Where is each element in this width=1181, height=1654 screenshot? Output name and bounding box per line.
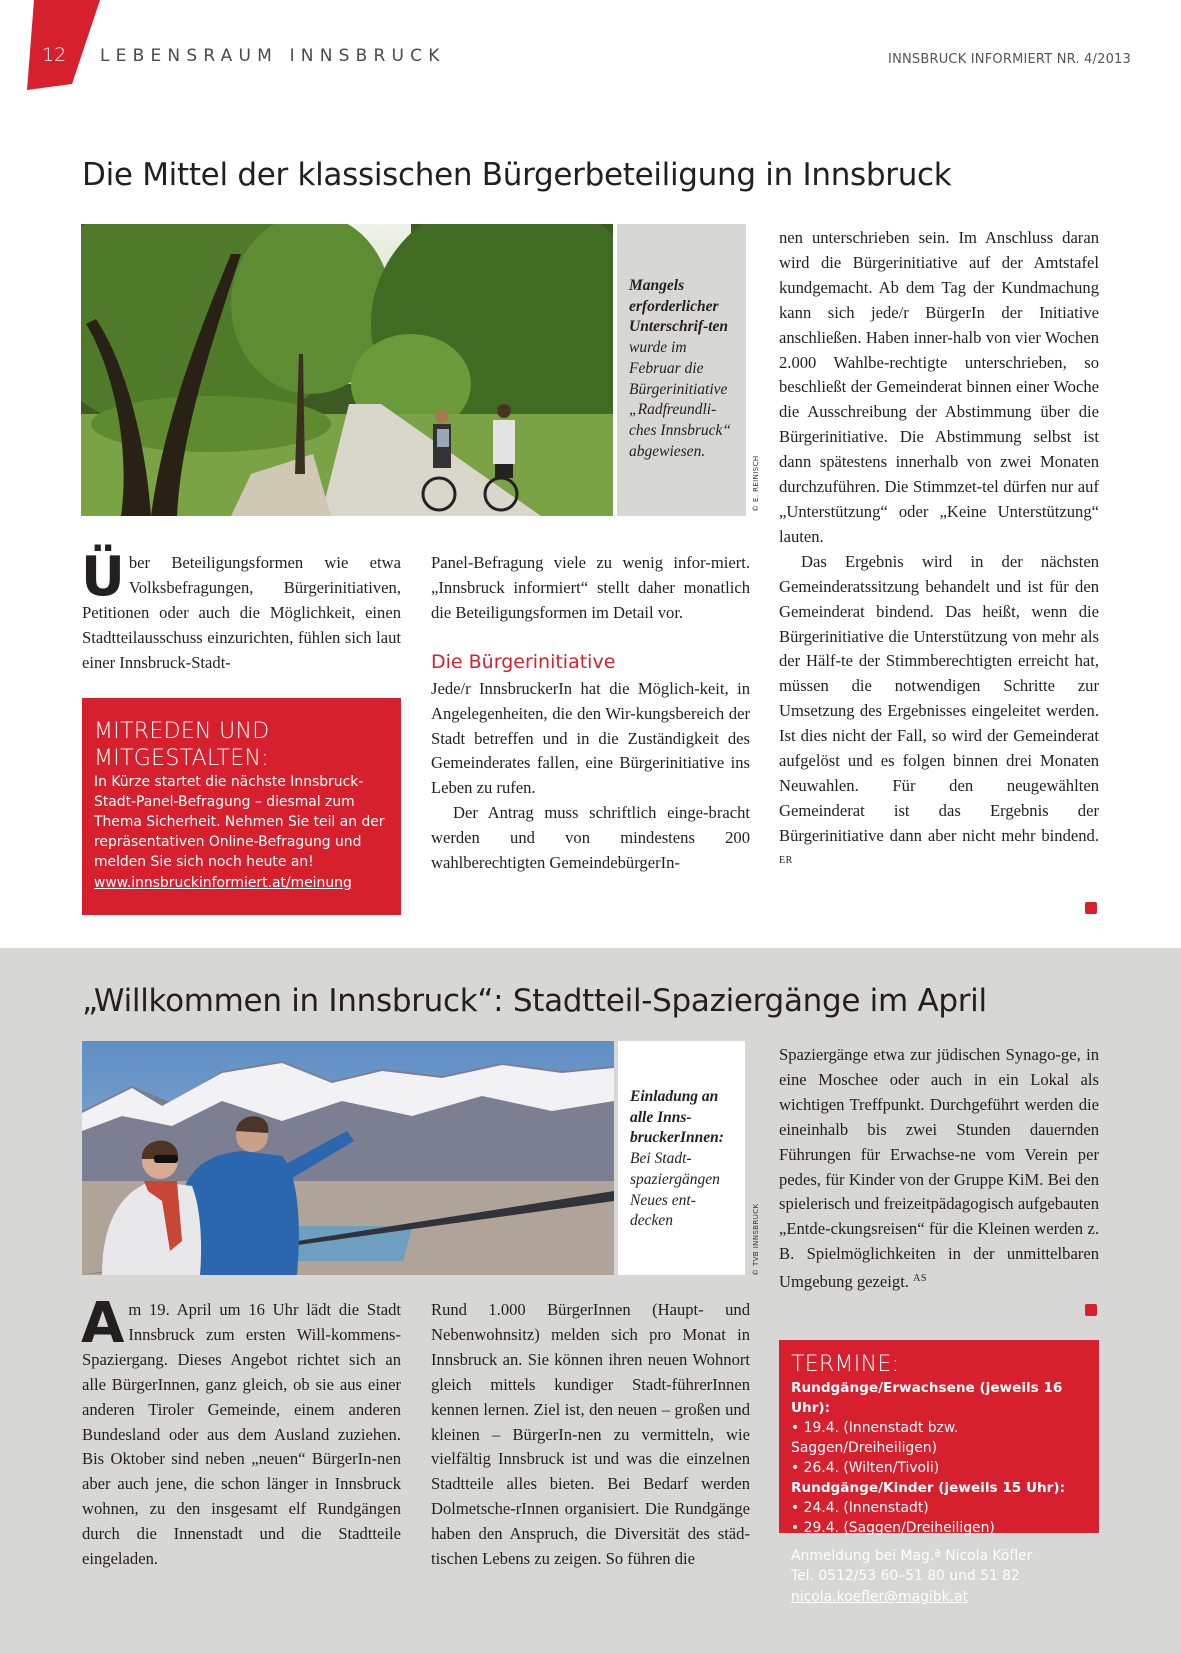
article-title: „Willkommen in Innsbruck“: Stadtteil-Spaziergänge im April [82,983,987,1019]
end-mark-icon [1085,902,1097,914]
dropcap: A [81,1291,125,1356]
photo-couple [82,1041,614,1275]
infobox-body: In Kürze startet die nächste Innsbruck-Stadt-Panel-Befragung – diesmal zum Thema Sicherheit. Nehmen Sie teil an der repräsentativen Online-Befragung und melden Sie sich noch heute an! [94,774,385,870]
termine-item: • 29.4. (Saggen/Dreiheiligen) [791,1520,995,1536]
caption-text: Bei Stadt-spaziergängen Neues ent-decken [630,1150,720,1230]
cyclists-park-photo-icon [81,224,613,516]
termine-item: • 26.4. (Wilten/Tivoli) [791,1460,940,1476]
author-initials: ER [779,854,793,866]
termine-item: • 24.4. (Innenstadt) [791,1500,929,1516]
infobox-termine [779,1340,1099,1605]
article1-column2 [431,551,750,876]
body-text: Der Antrag muss schriftlich einge-bracht werden und von mindestens 200 wahlberechtigten GemeindebürgerIn- [431,803,750,873]
contact-email-link[interactable]: nicola.koefler@magibk.at [791,1589,969,1605]
article2-column3 [779,1043,1099,1295]
caption-text: wurde im Februar die Bürgerinitiative „Radfreundli-ches Innsbruck“ abgewiesen. [629,339,732,460]
subheading: Die Bürgerinitiative [431,650,616,673]
page-number: 12 [42,44,67,66]
couple-mountain-photo-icon [82,1041,614,1275]
body-text: Rund 1.000 BürgerInnen (Haupt- und Nebenwohnsitz) melden sich pro Monat in Innsbruck an. Sie können ihren neuen Wohnort gleich mittels kundiger Stadt-führerInnen kennen lernen. Ziel ist, den neuen – großen und kleinen – BürgerIn-nen zu vermitteln, wie vielfältig Innsbruck ist und was die einzelnen Stadtteile alles bieten. Bei Bedarf werden Dolmetsche-rInnen organisiert. Die Rundgänge haben den Anspruch, die Diversität des städ-tischen Lebens zu zeigen. So führen die [431,1300,750,1569]
infobox-mitreden [82,698,401,915]
dropcap: Ü [81,545,125,608]
body-text: Panel-Befragung viele zu wenig infor-miert. „Innsbruck informiert“ stellt daher monatlich die Beteiligungsformen im Detail vor. [431,553,750,622]
article2-column2 [431,1298,750,1572]
termine-group-heading: Rundgänge/Erwachsene (jeweils 16 Uhr): [791,1380,1063,1416]
infobox-title-line2: MITGESTALTEN: [94,746,269,771]
article-title: Die Mittel der klassischen Bürgerbeteiligung in Innsbruck [82,157,952,193]
photo-cyclists [81,224,613,516]
infobox-link[interactable]: www.innsbruckinformiert.at/meinung [94,875,352,891]
contact-phone: Tel. 0512/53 60–51 80 und 51 82 [791,1568,1020,1584]
issue-label: INNSBRUCK INFORMIERT NR. 4/2013 [888,52,1131,67]
body-text: Spaziergänge etwa zur jüdischen Synago-ge, in eine Moschee oder auch in ein Lokal als wichtigen Treffpunkt. Durchgeführt werden die eineinhalb bis zwei Stunden dauernden Führungen für Erwachse-ne vom Verein per pedes, für Kinder von der Gruppe KiM. Bei den spielerisch und freizeitpädagogisch aufgebauten „Entde-ckungsreisen“ für die Kleinen werden z. B. Spielmöglichkeiten in der unmittelbaren Umgebung gezeigt. [779,1045,1099,1292]
section-title: LEBENSRAUM INNSBRUCK [100,46,446,66]
article2-column1 [81,1291,401,1572]
body-text: m 19. April um 16 Uhr lädt die Stadt Innsbruck zum ersten Will-kommens-Spaziergang. Dieses Angebot richtet sich an alle BürgerInnen, ganz gleich, ob sie aus einer anderen Tiroler Gemeinde, einem anderen Bundesland oder aus dem Ausland zuziehen. Bis Oktober sind neben „neuen“ BürgerIn-nen aber auch jene, die schon länger in Innsbruck wohnen, zu den insgesamt elf Rundgängen durch die Innenstadt und die Stadtteile eingeladen. [82,1300,401,1569]
infobox-title-line1: MITREDEN UND [94,719,270,744]
contact-name: Anmeldung bei Mag.ª Nicola Köfler [791,1548,1033,1564]
author-initials: AS [913,1273,927,1285]
end-mark-icon [1085,1304,1097,1316]
termine-item: • 19.4. (Innenstadt bzw. Saggen/Dreiheiligen) [791,1420,959,1456]
body-text: nen unterschrieben sein. Im Anschluss daran wird die Bürgerinitiative auf der Amtstafel kundgemacht. Ab dem Tag der Kundmachung kann sich jede/r BürgerIn der Initiative anschließen. Haben inner-halb von vier Wochen 2.000 Wahlbe-rechtigte unterschrieben, so beschließt der Gemeinderat binnen einer Woche die Ausschreibung der Abstimmung über die Bürgerinitiative. Die Abstimmung selbst ist dann spätestens innerhalb von zwei Monaten durchzuführen. Die Stimmzet-tel dürfen nur auf „Unterstützung“ oder „Keine Unterstützung“ lauten. [779,228,1099,546]
caption-bold: Einladung an alle Inns-bruckerInnen: [630,1088,724,1147]
termine-title: TERMINE: [791,1352,900,1377]
caption-bold: Mangels erforderlicher Unterschrif-ten [629,277,729,336]
photo-credit: © TVB INNSBRUCK [752,1203,760,1276]
body-text: ber Beteiligungsformen wie etwa Volksbefragungen, Bürgerinitiativen, Petitionen oder auch die Möglichkeit, einen Stadtteilausschuss einzurichten, fühlen sich laut einer Innsbruck-Stadt- [82,553,401,672]
termine-group-heading: Rundgänge/Kinder (jeweils 15 Uhr): [791,1480,1066,1496]
photo-caption [618,1041,745,1275]
body-text: Jede/r InnsbruckerIn hat die Möglich-keit, in Angelegenheiten, die den Wir-kungsbereich der Stadt betreffen und in die Zuständigkeit des Gemeinderates fallen, eine Bürgerinitiative ins Leben zu rufen. [431,678,750,798]
article1-column3 [779,226,1099,877]
photo-credit: © E. REINISCH [752,455,760,512]
photo-caption [617,224,746,516]
article1-column1 [81,545,401,676]
body-text: Das Ergebnis wird in der nächsten Gemeinderatssitzung behandelt und ist für den Gemeinderat bindend. Das heißt, wenn die Bürgerinitiative die Unterstützung von mehr als der Hälf-te der Stimmberechtigten erreicht hat, müssen die notwendigen Schritte zur Umsetzung des Ergebnisses eingeleitet werden. Ist dies nicht der Fall, so wird der Gemeinderat aufgelöst und es folgen binnen drei Monaten Neuwahlen. Für den neugewählten Gemeinderat ist das Ergebnis der Bürgerinitiative dann aber nicht mehr bindend. [779,551,1099,845]
